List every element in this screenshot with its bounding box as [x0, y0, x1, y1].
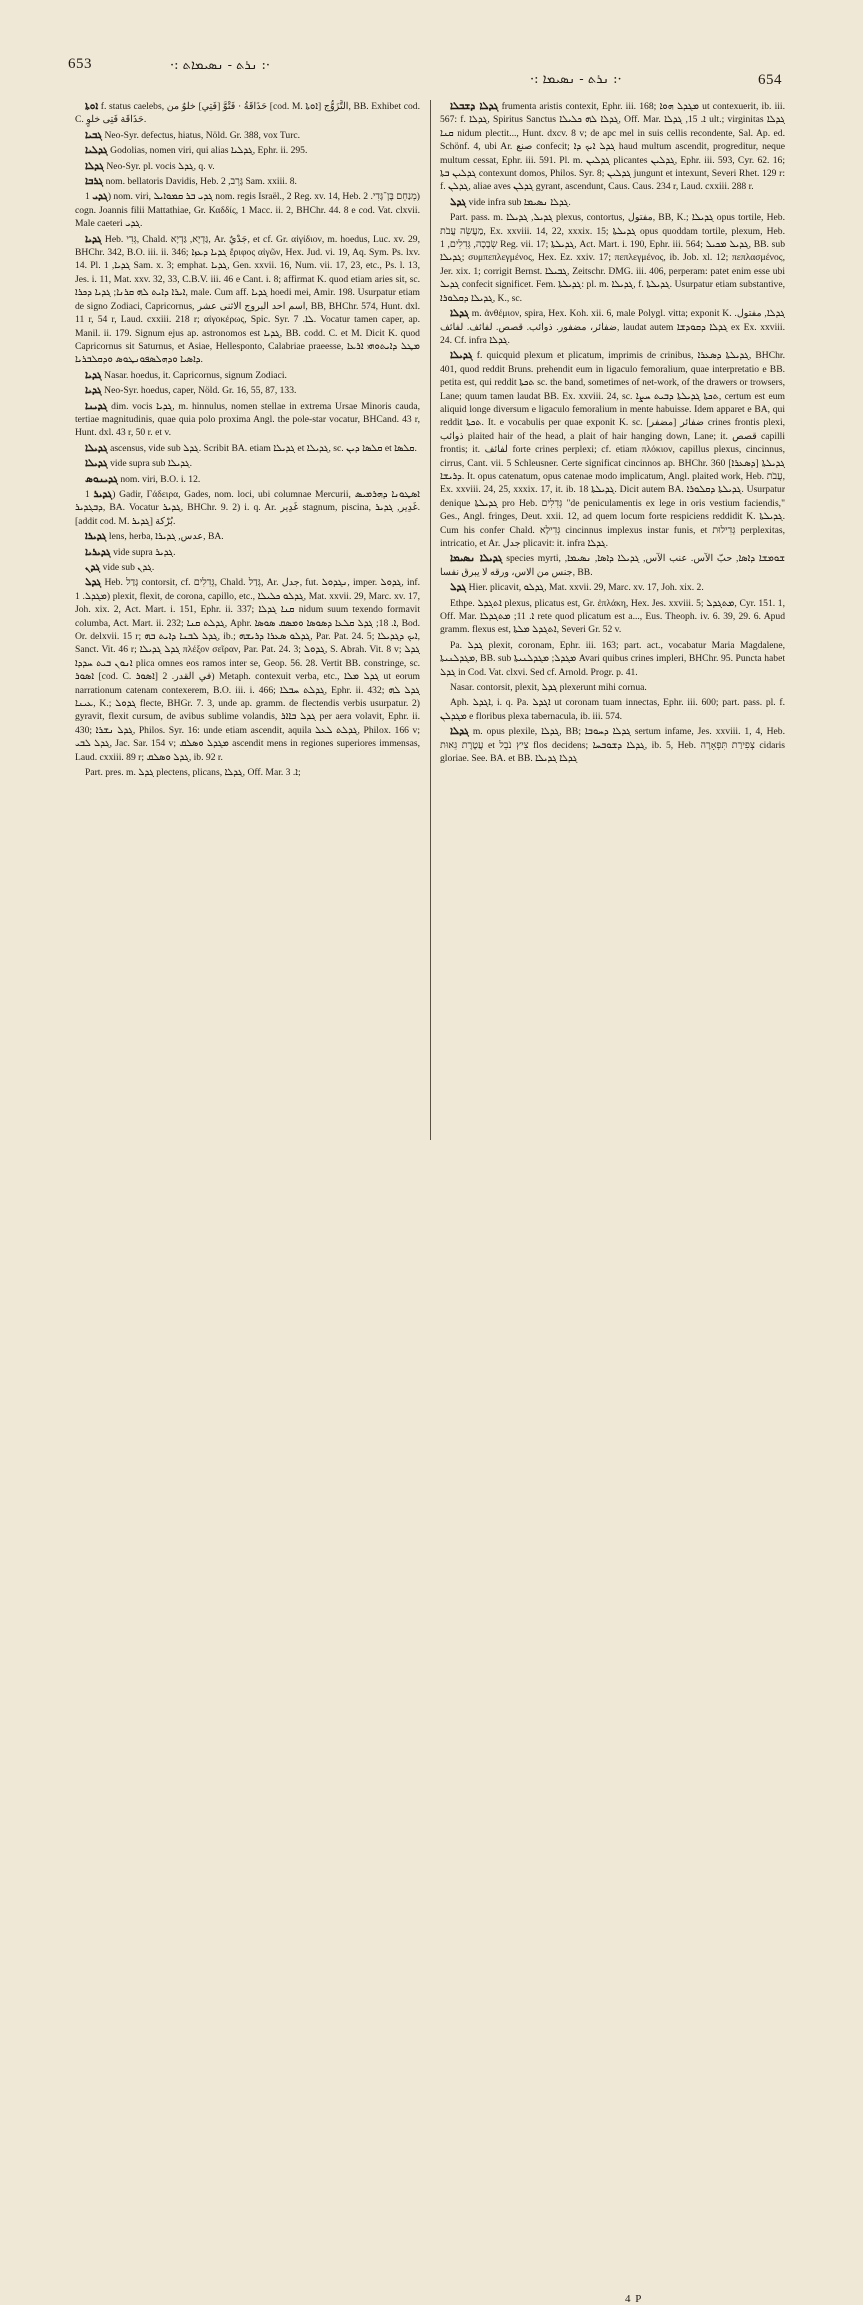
headword: ܐܘܬܐ [85, 101, 99, 112]
headword: ܓܕܝܢܘܣ [85, 473, 118, 485]
dictionary-entry [440, 100, 785, 194]
entry-text: Pa. ܓܕܠ plexit, coronam, Ephr. iii. 163; part. act., vocabatur Maria Magdalene, ܡܓܕܠܢܝܬܐ, BB. sub ܡܓܕܠ; ܡܓܕܠܢܝܬܐ Avari quibus crines impleri, BHChr. 95. Puncta habet ܓܕܠ in Cod. Vat. clxvi. Sed cf. Arnold. Progr. p. 41. [440, 639, 785, 678]
dictionary-entry [440, 211, 785, 305]
dictionary-entry [75, 546, 420, 559]
dictionary-entry [75, 400, 420, 440]
headword: ܓܕܢ [85, 562, 101, 573]
entry-text: vide sub ܓܕܢ. [102, 562, 155, 573]
left-column [75, 100, 420, 1145]
dictionary-entry [75, 766, 420, 779]
dictionary-entry [440, 639, 785, 679]
entry-text: Aph. ܐܓܕܠ, i. q. Pa. ܐܓܕܠ ut coronam tuam innectas, Ephr. iii. 600; part. pass. pl. f. ܡܓܕܠܢ e floribus plexa tabernacula, ib. iii. 574. [440, 697, 785, 722]
column-divider [430, 100, 431, 1140]
dictionary-entry [440, 349, 785, 550]
right-column [440, 100, 785, 1145]
entry-text: f. quicquid plexum et plicatum, imprimis de crinibus, ܓܕܝܠܬܐ ܕܣܥܪܐ, BHChr. 401, quod reddit Bruns. prehendit eum in ligaculo femoralium, quae interpretatio e BB. petita est, qui reddit ܬܟܬܐ sc. the band, sometimes of net-work, of the drawers or trowsers, Lane; quum tamen laudat BB. Ex. xxviii. 24, sc. ܬܟܬܐ ܓܕܝܠܬܐ ܕܒܝܬ ܚܨܐ, certum est eum aliquid longe diversum e ligaculo femoralium in mente habuisse. Idem apparet e BA, qui reddit ܬܟܬܐ. It. e vocabulis per quae exponit K. sc. ضفائر [مضفر] crines frontis plexi, ذوائب plaited hair of the head, a plait of hair hanging down, Lane; it. قصص capilli frontis; it. لفائف forte crines perplexi; cf. etiam πλόκιον, capillus plexus, cincinnus, cirrus, Cant. vii. 5 Schleusner. Certe significat cincinnos ap. BHChr. 360 ܓܕܝܠܬܐ [ܕܣܥܪܐ] ܕܪܝܫܐ. It. opus catenatum, opus catenae modo implicatum, Angl. plaited work, Heb. עֲבֹת, Ex. xxviii. 24, 25, xxxix. 17, it. ib. 18 ܓܕܝܠܬܐ. Dicit autem BA. ܓܕܝܠܬܐ ܕܩܠܘܪܐ. Usurpatur denique ܓܕܝܠܬܐ pro Heb. גְּדִלִים "de peniculamentis ex lege in oris vestium faciendis," Ges., Angl. fringes, Deut. xxii. 12, ad quem locum forte respiciens reddidit K. ܓܕܝܠܬܐ. Cum his confer Chald. גְּדִילָא cincinnus implexus instar funis, et גְּדִילוּת perplexitas, intricatio, et Ar. جدل plicavit: it. infra ܓܕܠܐ. [440, 350, 785, 549]
dictionary-entry [440, 196, 785, 209]
entry-text: lens, herba, عدس, ܓܕܝܪܐ, BA. [108, 531, 224, 543]
entry-text: vide infra sub ܓܕܠܐ ܢܣܝܡܐ. [468, 196, 571, 208]
headword: ܓܕܠܐ ܕܫܒܠܐ [450, 101, 499, 112]
dictionary-entry [440, 581, 785, 594]
entry-text: Nasar. hoedus, it. Capricornus, signum Zodiaci. [104, 369, 287, 381]
headword: ܓܪܒܐ [85, 176, 104, 188]
headword: ܓܕܝܠܐ [85, 458, 108, 470]
entry-text: Part. pass. m. ܓܕܝܠ, ܓܕܝܠܐ plexus, contortus, مفتول, BB, K.; ܓܕܝܠܐ opus tortile, Heb. מַעֲשֵׂה עֲבֹת, Ex. xxviii. 14, 22, xxxix. 15; ܓܕܝܠܬܐ opus quoddam tortile, plexum, Heb. שְׂבָכָה, גְּדִלִים, 1 Reg. vii. 17; ܓܕܝܠܬܐ, Act. Mart. i. 190, Ephr. iii. 564; ܓܕܝܠ ܡܟܝܠ, BB. sub ܓܕܝܠܐ; συμπεπλεγμένος, Hex. Ez. xxiv. 17; πεπλεγμένος, ib. Job. xl. 12; πεπλασμένος, Jer. xix. 1; corrigit Bernst. ܓܒܝܠܐ, Zeitschr. DMG. iii. 406, perperam: patet enim esse ubi ܓܕܝܠ confecit significet. Fem. ܓܕܝܠܬܐ: pl. m. ܓܕܝܠܐ, f. ܓܕܝܠܬܐ. Usurpatur etiam substantive, ܓܕܝܠܐ ܕܩܠܘܪܐ, K., sc. [440, 212, 785, 304]
headword: ܓܕܝܢܐ [85, 400, 108, 412]
headword: ܓܕܝܐ [85, 369, 102, 381]
dictionary-entry [75, 369, 420, 382]
entry-text: vide supra ܓܕܝܪ. [113, 546, 176, 558]
entry-text: 1) nom. viri, ܓܕܝ ܒܪ ܩܡܘܐܝܠ nom. regis Israël., 2 Reg. xv. 14, Heb. מְנַחֵם בֶּן־גָּדִי. 2) cogn. Joannis filii Mattathiae, Gr. Καδδίς, 1 Macc. ii. 2, BHChr. 44. 8 e cod. Vat. clxvii. Male caeteri ܓܕܝ. [75, 191, 420, 230]
headword: ܓܕܝܪܐ [85, 531, 107, 543]
right-running-head: ·: ܢܪܬ - ܢܣܝܡܐ :· [530, 72, 622, 87]
entry-text: nom. bellatoris Davidis, Heb. גָּרֵב, 2 Sam. xxiii. 8. [105, 176, 297, 188]
dictionary-entry [75, 576, 420, 764]
headword: ܓܕܠܐ [450, 308, 469, 320]
dictionary-entry [75, 473, 420, 486]
entry-text: m. ἀνθέμιον, spira, Hex. Koh. xii. 6, male Polygl. vitta; exponit K. ܓܕܠܐ, مفتول. ضفائر، مضفور. ذوائب. قصص. لفائف. لفائف, laudat autem ܓܕܠܐ ܕܩܘܕܫܐ ex Ex. xxviii. 24. Cf. infra ܓܕܠܐ. [440, 308, 785, 346]
right-page-number: 654 [758, 72, 782, 88]
dictionary-entry [75, 144, 420, 157]
headword: ܓܕܝܠܐ [85, 442, 108, 454]
headword: ܓܕܝܠܐ ܢܣܝܡܐ [450, 553, 503, 565]
entry-text: f. status caelebs, حَذَاقَةُ · فَتْوَّ [فَتِي] خلوٌ من [cod. M. ܐܘܬܐ] التَّزَوُّج, BB. Exhibet cod. C. حَذَاقَة فَتِى خلوٍ. [75, 101, 420, 126]
entry-text: frumenta aristis contexit, Ephr. iii. 168; ܡܓܕܠ ܗܘܐ ut contexuerit, ib. iii. 567: f. ܓܕܠܐ, Spiritus Sanctus ܓܕܠܐ ܠܗ ܟܠܝܠܐ, Off. Mar. ܐ. 15, ܓܕܠܐ ult.; virginitas ܓܕܠܐ ܩܢܐ nidum plectit..., Hunt. dxcv. 8 v; de apc mel in suis cellis recondente, Sal. Ap. ed. Schönf. 4, ubi Ar. صنع confecit; ܓܕܠ ܐܝܟ ܕܐ haud multum ascendit, progreditur, neque multum cessat, Ephr. iii. 591. Pl. m. ܓܕܠܝܢ plicantes ܓܕܠܝܢ, Ephr. iii. 593, Cyr. 62. 16; ܓܕܠܝܢ ܒܬܐ contexunt domos, Philos. Syr. 8; ܓܕܠܝܢ jungunt et intexunt, Severi Rhet. 129 r: f. ܓܕܠܢ, aliae aves ܓܕܠܢ gyrant, ascendunt, Caus. Caus. 234 r, Laud. cxxiii. 288 r. [440, 101, 785, 193]
entry-text: nom. viri, B.O. i. 12. [120, 473, 201, 485]
headword: ܓܕܠ [85, 577, 102, 589]
entry-text: Neo-Syr. pl. vocis ܓܕܠ, q. v. [106, 160, 215, 172]
dictionary-entry [440, 681, 785, 694]
headword: ܓܕܝ [92, 191, 108, 203]
headword: ܓܕܝܐ [85, 385, 102, 397]
entry-text: Godolias, nomen viri, qui alias ܓܕܠܝܐ, Ephr. ii. 295. [110, 145, 308, 157]
dictionary-entry [75, 233, 420, 367]
dictionary-entry [75, 457, 420, 470]
left-page-number: 653 [68, 56, 92, 72]
dictionary-entry [440, 552, 785, 579]
dictionary-entry [440, 307, 785, 347]
entry-text: species myrti, ܫܘܡܫܐ ܕܐܣܐ, حبّ الآس. عنب الآس, ܓܕܝܠܐ ܕܐܣܐ, ܢܣܝܡܐ, جنس من الاس، ورقه لا يبرق نفسا, BB. [440, 553, 785, 578]
headword: ܓܕܠܐ [85, 160, 104, 172]
entry-text: Neo-Syr. defectus, hiatus, Nöld. Gr. 388, vox Turc. [104, 129, 301, 141]
entry-text: Hier. plicavit, ܓܕܠܘ, Mat. xxvii. 29, Marc. xv. 17, Joh. xix. 2. [468, 582, 704, 594]
dictionary-entry [75, 175, 420, 188]
dictionary-entry [440, 725, 785, 765]
entry-text: 1) Gadir, Γάδειρα, Gades, nom. loci, ubi columnae Mercurii, ܐܣܛܘܢܐ ܕܗܪܡܝܣ ܕܒܓܕܝܪ, BA. Vocatur ܓܕܝܪ, BHChr. 9. 2) i. q. Ar. غَدِير stagnum, piscina, غَدِير, ܓܕܝܪ. [addit cod. M. ܓܕܝܪ] بُرْكة. [75, 488, 420, 527]
headword: ܓܕܝܠܐ [450, 350, 473, 362]
entry-text: m. opus plexile, ܓܕܠܐ, BB; ܓܕܠܐ ܕܚܘܒܐ sertum infame, Jes. xxviii. 1, 4, Heb. עֲטֶרֶת גֵּאוּת et צִיץ נֹבֵל flos decidens; ܓܕܠܐ ܕܫܘܒܚܐ, ib. 5, Heb. צְפִירַת תִּפְאָרָה cidaris gloriae. See. BA. et BB. ܓܕܠܐ ܓܕܝܠܐ [440, 726, 785, 765]
dictionary-entry [75, 561, 420, 574]
left-running-head: ·: ܢܪܬ - ܢܣܝܡܐܬ :· [170, 58, 270, 73]
dictionary-entry [75, 530, 420, 543]
dictionary-entry [75, 160, 420, 173]
dictionary-entry [75, 100, 420, 127]
entry-text: Ethpe. ܐܬܓܕܠ plexus, plicatus est, Gr. ἐπλάκη, Hex. Jes. xxviii. 5; ܡܬܓܕܠ, Cyr. 151. 1, Off. Mar. ܐ. 11; ܡܬܓܕܠܐ rete quod plicatum est a..., Eus. Theoph. iv. 6. 39, 29. 6. Apud gramm. flexus est, ܐܬܓܕܠ ܡܠܬܐ, Severi Gr. 52 v. [440, 597, 785, 636]
entry-text: dim. vocis ܓܕܝܐ, m. hinnulus, nomen stellae in extrema Ursae Minoris cauda, tertiae magnitudinis, quae quia polo proxima Angl. the pole-star vocatur, BHCand. 43 r, Hunt. dxl. 43 r, 50 r. et v. [75, 400, 420, 439]
entry-text: Nasar. contorsit, plexit, ܓܕܠ plexerunt mihi cornua. [450, 682, 647, 694]
page-footer [0, 1145, 863, 2305]
dictionary-entry [440, 696, 785, 723]
entry-text: Part. pres. m. ܓܕܠ plectens, plicans, ܓܕܠܐ, Off. Mar. ܐ. 3; [85, 767, 301, 779]
headword: ܓܕܝܐ [85, 233, 102, 245]
dictionary-entry [75, 384, 420, 397]
headword: ܓܕܝܪ [93, 488, 113, 500]
dictionary-entry [440, 597, 785, 637]
headword: ܓܕܠܐ [450, 726, 469, 738]
headword: ܓܒܝܐ [85, 129, 103, 141]
dictionary-entry [75, 442, 420, 455]
headword: ܓܕܝܪܝܐ [85, 546, 111, 558]
dictionary-entry [75, 488, 420, 528]
entry-text: Heb. גָּדַל contorsit, cf. גְּדִלִים, Chald. גְּדַל, Ar. جدل, fut. ܢܓܕܘܠ, imper. ܓܕܘܠ, inf. ܡܓܕܠ. 1) plexit, flexit, de corona, capillo, etc., ܓܕܠܘ ܟܠܝܠܐ, Mat. xxvii. 29, Marc. xv. 17, Joh. xix. 2, Act. Mart. i. 151, Ephr. ii. 337; ܩܢܐ ܓܕܠܐ nidum suum texendo formavit columba, Act. Mart. ii. 232; ܓܕܠܬ ܩܢܐ, Aphr. ܐ. 18; ܓܕܠ ܩܠܥܐ ܕܣܘܣܐ ܘܡܣܩ ܣܘܣܐ, Bod. Or. delxvii. 15 r; ܓܕܠ ܠܒܢܐ ܕܐܝܬ ܒܗ, ib.; ܓܕܠܘ ܣܥܪܐ ܕܪܝܫܗ, Par. Pat. 24. 5; ܐܝܟ ܕܓܕܝܠܐ, Sanct. Vit. 46 r; ܓܕܠ ܓܕܝܠܐ πλέξον σεῖραν, Par. Pat. 24. 3; ܓܕܘܠ, S. Abrah. Vit. 8 v; ܓܕܠ ܐܢܘܢ ܒܝܬ ܚܕܕܐ plica omnes eos ramos inter se, Geop. 56. 28. Vertit BB. constringe, sc. ܐܣܘܪ [cod. C. ܐܣܘܪ] في القدر. 2) Metaph. contexuit verba, etc., ܓܕܠ ܡܠܐ ut eorum narrationum catenam contexerem, B.O. iii. i. 466; ܓܕܠܬ ܚܒܠܐ, Ephr. ii. 432; ܓܕܠ ܠܗ ܥܝܢܐ, K.; ܓܕܘܠ flecte, BHGr. 7. 3, unde ap. gramm. de flectendis verbis usurpatur. 2) gyravit, flexit cursum, de avibus sublime volandis, ܓܕܠ ܒܐܐܪ per aera volavit, Ephr. ii. 430; ܓܕܠ ܢܫܪܐ, Philos. Syr. 16: unde etiam ascendit, aquila ܓܕܠܬ ܠܥܠ, Philox. 166 v; ܓܕܠ ܠܒܝ, Jac. Sar. 154 v; ܡܓܕܠ ܘܣܠܩ ascendit mens in regiones superiores immensas, Laud. cxxiii. 89 r; ܓܕܠ ܘܣܠܩ, ib. 92 r. [75, 577, 420, 763]
entry-text: vide supra sub ܓܕܝܠܐ. [110, 458, 193, 470]
headword: ܓܕܠ [450, 196, 467, 208]
headword: ܓܕܠ [450, 582, 467, 594]
entry-text: ascensus, vide sub ܓܕܠ. Scribit BA. etiam ܓܕܝܠܐ et ܓܕܝܠܐ, sc. ܩܠܣܐ ܕܝܢ et ܩܠܣܐ. [110, 442, 417, 454]
entry-text: Neo-Syr. hoedus, caper, Nöld. Gr. 16, 55, 87, 133. [104, 385, 297, 397]
entry-text: Heb. גְּדִי, Chald. גַּדְיָא, גַּדְיָא, Ar. جَدْيٌ, et cf. Gr. αἰγίδιον, m. hoedus, Luc. xv. 29, BHChr. 342, B.O. iii. ii. 346; ܓܕܝܐ ܕܥܙܐ ἔριφος αἰγῶν, Hex. Jud. vi. 19, Aq. Sym. Ps. lxv. 14. Pl. ܓܕܝܐ, 1 Sam. x. 3; emphat. ܓܕܝܐ, Gen. xxvii. 16, Num. vii. 17, 23, etc., Ps. l. 13, Jes. i. 11, Mat. xxv. 32, 33, C.B.V. iii. 46 e Cant. i. 8; affirmat K. quod etiam aries sit, sc. ܐܝܪܐ ܕܐܝܬ ܠܗ ܩܪܢܐ; ܓܕܝܐ ܕܟܪܐ, male. Cum aff. ܓܕܝܐ hoedi mei, Amir. 198. Usurpatur etiam de signo Zodiaci, Capricornus, اسم احد البروج الاثنى عشر, BB, BHChr. 574, Hunt. dxl. 11 r, 54 r, Laud. cxxiii. 218 r; αἰγοκέρως, Spic. Syr. ܠܐ. 7. Vocatur tamen caper, ap. Manil. ii. 179. Signum ejus ap. astronomos est ܓܕܝܐ, BB. codd. C. et M. Dicit K. quod Capricornus sit Saturnus, et Asiae, Hellesponto, Calabriae praeesse, ܡܛܠ ܕܐܝܬܘܗܝ ܐܪܥܐ ܕܐܣܝܐ ܘܕܗܠܣܦܘܢܛܘܣ ܘܕܩܠܒܪܝܐ. [75, 233, 420, 366]
dictionary-entry [75, 129, 420, 142]
page-header [0, 0, 863, 96]
signature-mark: 4 P [625, 2293, 643, 2305]
headword: ܓܕܠܝܐ [85, 145, 108, 157]
dictionary-entry [75, 190, 420, 230]
